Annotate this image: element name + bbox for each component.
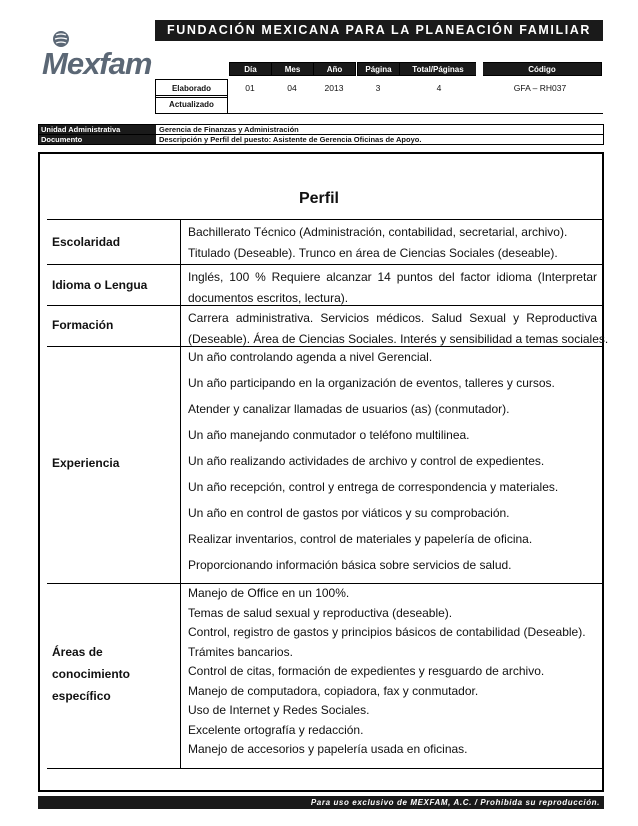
- content-line: Un año recepción, control y entrega de correspondencia y materiales.: [188, 480, 559, 494]
- unidad-value: Gerencia de Finanzas y Administración: [159, 125, 299, 134]
- section-label: Experiencia: [52, 456, 120, 470]
- content-line: Control, registro de gastos y principios básicos de contabilidad (Deseable).: [188, 625, 586, 639]
- content-line: Control de citas, formación de expedientes y resguardo de archivo.: [188, 664, 545, 678]
- content-line: Un año controlando agenda a nivel Gerencial.: [188, 350, 433, 364]
- col-mes: Mes: [272, 63, 314, 76]
- section-formacion: [47, 305, 609, 346]
- section-content: [188, 584, 597, 760]
- header-divider: [155, 113, 603, 114]
- elaborado-total-paginas: 4: [436, 83, 442, 93]
- content-line: Proporcionando información básica sobre servicios de salud.: [188, 558, 512, 572]
- content-line: Uso de Internet y Redes Sociales.: [188, 703, 370, 717]
- content-line: Manejo de accesorios y papelería usada en oficinas.: [188, 742, 468, 756]
- content-line: Un año manejando conmutador o teléfono multilinea.: [188, 428, 470, 442]
- documento-row: [38, 134, 604, 145]
- column-divider: [180, 220, 181, 264]
- organization-banner: FUNDACIÓN MEXICANA PARA LA PLANEACIÓN FAMILIAR: [155, 20, 603, 41]
- page-header-table: [357, 62, 602, 76]
- content-line: Excelente ortografía y redacción.: [188, 722, 364, 737]
- content-line: (Deseable). Área de Ciencias Sociales. Interés y sensibilidad a temas sociales.: [188, 332, 609, 346]
- col-codigo: Código: [480, 63, 602, 76]
- section-label: Áreas de: [52, 645, 103, 659]
- mexfam-logo: [42, 30, 154, 81]
- documento-label: Documento: [39, 135, 156, 144]
- elaborado-pages: [357, 79, 601, 97]
- section-content: [188, 222, 597, 264]
- content-line: Trámites bancarios.: [188, 644, 293, 659]
- actualizado-row: [155, 95, 228, 114]
- col-pagina: Página: [358, 63, 400, 76]
- section-content: [188, 267, 597, 309]
- documento-value: Descripción y Perfil del puesto: Asistente de Gerencia Oficinas de Apoyo.: [159, 135, 422, 144]
- content-line: Realizar inventarios, control de materiales y papelería de oficina.: [188, 532, 533, 546]
- section-content: [188, 344, 597, 578]
- content-line: documentos escritos, lectura).: [188, 291, 349, 305]
- elaborado-pagina: 3: [375, 83, 381, 93]
- content-line: Inglés, 100 % Requiere alcanzar 14 puntos del factor idioma (Interpretar: [188, 270, 597, 284]
- content-line: Titulado (Deseable). Trunco en área de Ciencias Sociales (deseable).: [188, 246, 558, 260]
- content-line: Atender y canalizar llamadas de usuarios (as) (conmutador).: [188, 402, 510, 416]
- content-line: Manejo de Office en un 100%.: [188, 586, 350, 600]
- section-label: Idioma o Lengua: [52, 278, 148, 292]
- elaborado-date: [229, 79, 355, 97]
- content-line: Un año participando en la organización de eventos, talleres y cursos.: [188, 376, 555, 390]
- profile-title: Perfil: [298, 190, 339, 207]
- elaborado-anio: 2013: [324, 83, 344, 93]
- logo-wordmark: Mexfam: [42, 46, 152, 81]
- section-escolaridad: [47, 219, 602, 264]
- section-idioma: [47, 264, 602, 305]
- content-line: Un año realizando actividades de archivo y control de expedientes.: [188, 454, 545, 468]
- content-line: Carrera administrativa. Servicios médicos. Salud Sexual y Reproductiva: [188, 311, 597, 325]
- elaborado-label: Elaborado: [156, 80, 228, 98]
- unidad-label: Unidad Administrativa: [39, 125, 156, 134]
- section-experiencia: [47, 346, 602, 583]
- elaborado-mes: 04: [287, 83, 297, 93]
- footer-banner: Para uso exclusivo de MEXFAM, A.C. / Prohibida su reproducción.: [38, 796, 604, 809]
- section-areas-conocimiento: [47, 583, 602, 768]
- section-label: conocimiento: [52, 667, 131, 681]
- section-label: Formación: [52, 318, 114, 332]
- column-divider: [180, 584, 181, 768]
- section-label: específico: [52, 689, 111, 703]
- col-anio: Año: [314, 63, 356, 76]
- section-label: Escolaridad: [52, 235, 121, 249]
- content-line: Un año en control de gastos por viáticos y su comprobación.: [188, 506, 510, 520]
- column-divider: [180, 265, 181, 305]
- content-line: Manejo de computadora, copiadora, fax y conmutador.: [188, 683, 479, 698]
- col-dia: Día: [230, 63, 272, 76]
- elaborado-dia: 01: [245, 83, 255, 93]
- content-line: Bachillerato Técnico (Administración, contabilidad, secretarial, archivo).: [188, 225, 568, 239]
- content-line: Temas de salud sexual y reproductiva (deseable).: [188, 605, 453, 620]
- table-bottom-rule: [47, 768, 602, 769]
- date-header-table: [229, 62, 356, 76]
- actualizado-label: Actualizado: [156, 96, 228, 114]
- column-divider: [180, 306, 181, 346]
- column-divider: [180, 347, 181, 583]
- elaborado-codigo: GFA – RH037: [513, 83, 567, 93]
- col-total-paginas: Total/Páginas: [400, 63, 480, 76]
